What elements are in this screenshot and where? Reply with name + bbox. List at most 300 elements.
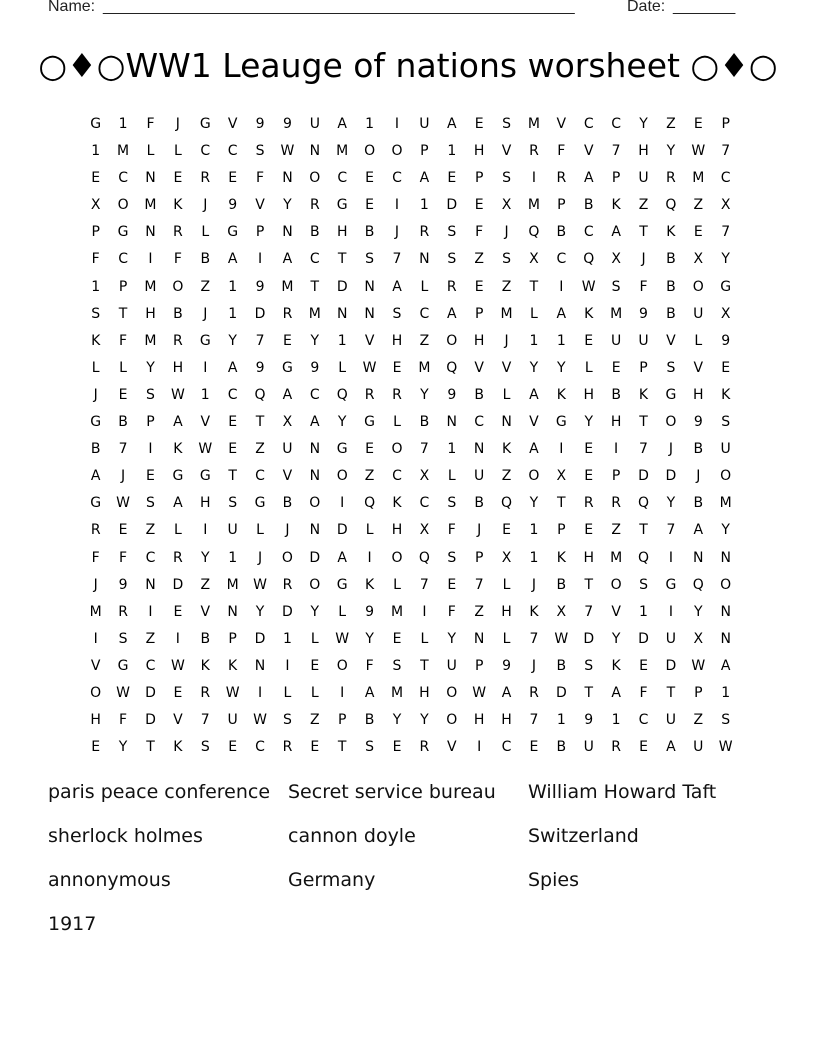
grid-cell[interactable]: N	[309, 143, 321, 160]
grid-cell[interactable]: S	[721, 712, 731, 729]
grid-cell[interactable]: R	[309, 197, 320, 214]
grid-cell[interactable]: K	[638, 386, 649, 403]
grid-cell[interactable]: G	[665, 576, 677, 593]
grid-cell[interactable]: 7	[529, 712, 539, 729]
grid-cell[interactable]: N	[309, 441, 321, 458]
grid-cell[interactable]: J	[203, 305, 208, 322]
grid-cell[interactable]: 1	[447, 441, 457, 458]
grid-cell[interactable]: E	[611, 359, 621, 376]
grid-cell[interactable]: S	[282, 712, 292, 729]
grid-cell[interactable]: G	[336, 197, 348, 214]
grid-cell[interactable]: X	[419, 522, 430, 539]
grid-cell[interactable]: Z	[611, 522, 621, 539]
grid-cell[interactable]: E	[392, 359, 402, 376]
grid-cell[interactable]: I	[559, 278, 564, 295]
grid-cell[interactable]: V	[556, 116, 567, 132]
grid-cell[interactable]: D	[254, 305, 266, 322]
grid-cell[interactable]: H	[583, 549, 594, 566]
grid-cell[interactable]: Y	[639, 116, 648, 132]
grid-cell[interactable]: T	[666, 684, 676, 701]
grid-cell[interactable]: N	[446, 414, 458, 431]
grid-cell[interactable]: O	[528, 468, 540, 485]
grid-cell[interactable]: Z	[501, 278, 512, 295]
grid-cell[interactable]: T	[639, 522, 648, 539]
grid-cell[interactable]: J	[175, 116, 180, 132]
grid-cell[interactable]: 1	[639, 603, 648, 620]
grid-cell[interactable]: B	[200, 630, 211, 647]
grid-cell[interactable]: 1	[91, 143, 101, 160]
grid-cell[interactable]: D	[254, 630, 266, 647]
grid-cell[interactable]: U	[309, 116, 320, 132]
grid-cell[interactable]: T	[337, 251, 347, 268]
grid-cell[interactable]: 9	[721, 332, 731, 349]
grid-cell[interactable]: Y	[255, 603, 265, 620]
grid-cell[interactable]: E	[584, 522, 594, 539]
grid-cell[interactable]: A	[419, 170, 430, 187]
grid-cell[interactable]: F	[119, 549, 128, 566]
grid-cell[interactable]: D	[583, 630, 595, 647]
grid-cell[interactable]: A	[446, 116, 457, 132]
grid-cell[interactable]: M	[692, 170, 705, 187]
grid-cell[interactable]: A	[529, 386, 539, 403]
grid-cell[interactable]: G	[199, 332, 211, 349]
grid-cell[interactable]: H	[391, 522, 403, 539]
grid-cell[interactable]: R	[282, 576, 293, 593]
grid-cell[interactable]: F	[475, 224, 484, 241]
grid-cell[interactable]: M	[610, 549, 623, 566]
grid-cell[interactable]: I	[668, 603, 673, 620]
grid-cell[interactable]: S	[666, 359, 676, 376]
grid-cell[interactable]: M	[390, 603, 404, 620]
grid-cell[interactable]: O	[309, 170, 321, 187]
grid-cell[interactable]: 7	[474, 576, 484, 593]
grid-cell[interactable]: W	[198, 441, 213, 458]
grid-cell[interactable]: D	[665, 468, 677, 485]
grid-cell[interactable]: J	[285, 522, 290, 539]
grid-cell[interactable]: J	[93, 576, 98, 593]
grid-cell[interactable]: Q	[528, 224, 540, 241]
grid-cell[interactable]: O	[446, 712, 458, 729]
grid-cell[interactable]: A	[583, 170, 594, 187]
grid-cell[interactable]: A	[282, 386, 293, 403]
grid-cell[interactable]: M	[144, 278, 157, 295]
grid-cell[interactable]: 7	[721, 143, 731, 160]
grid-cell[interactable]: W	[170, 657, 185, 674]
grid-cell[interactable]: R	[611, 495, 621, 512]
grid-cell[interactable]: I	[148, 441, 153, 458]
grid-cell[interactable]: G	[172, 468, 184, 485]
grid-cell[interactable]: L	[283, 684, 292, 701]
grid-cell[interactable]: 1	[556, 712, 566, 729]
grid-cell[interactable]: H	[473, 143, 485, 160]
grid-cell[interactable]: F	[557, 143, 566, 160]
grid-cell[interactable]: O	[720, 468, 732, 485]
grid-cell[interactable]: D	[555, 684, 567, 701]
grid-cell[interactable]: A	[337, 549, 347, 566]
grid-cell[interactable]: F	[447, 522, 456, 539]
grid-cell[interactable]: C	[309, 251, 320, 268]
grid-cell[interactable]: K	[721, 386, 731, 403]
grid-cell[interactable]: R	[173, 549, 183, 566]
grid-cell[interactable]: U	[474, 468, 485, 485]
grid-cell[interactable]: A	[173, 495, 183, 512]
grid-cell[interactable]: C	[583, 224, 594, 241]
grid-cell[interactable]: E	[584, 332, 594, 349]
grid-cell[interactable]: W	[581, 278, 596, 295]
grid-cell[interactable]: N	[364, 305, 375, 322]
grid-cell[interactable]: L	[447, 468, 456, 485]
grid-cell[interactable]: A	[310, 414, 320, 431]
grid-cell[interactable]: S	[502, 170, 511, 187]
grid-cell[interactable]: T	[255, 414, 265, 431]
grid-cell[interactable]: R	[364, 386, 375, 403]
grid-cell[interactable]: 1	[556, 332, 566, 349]
grid-cell[interactable]: A	[501, 684, 512, 701]
grid-cell[interactable]: V	[227, 116, 238, 132]
grid-cell[interactable]: D	[446, 197, 458, 214]
grid-cell[interactable]: M	[308, 305, 321, 322]
grid-cell[interactable]: U	[665, 630, 677, 647]
grid-cell[interactable]: J	[696, 468, 701, 485]
grid-cell[interactable]: O	[90, 684, 102, 701]
grid-cell[interactable]: 7	[611, 143, 621, 160]
grid-cell[interactable]: Y	[200, 549, 210, 566]
grid-cell[interactable]: R	[392, 386, 402, 403]
grid-cell[interactable]: R	[282, 305, 293, 322]
grid-cell[interactable]: J	[504, 224, 509, 241]
grid-cell[interactable]: I	[367, 549, 372, 566]
grid-cell[interactable]: F	[119, 332, 128, 349]
grid-cell[interactable]: S	[365, 739, 375, 756]
grid-cell[interactable]: N	[720, 630, 731, 647]
grid-cell[interactable]: Z	[200, 576, 211, 593]
grid-cell[interactable]: N	[336, 305, 348, 322]
grid-cell[interactable]: H	[583, 386, 594, 403]
grid-cell[interactable]: R	[529, 143, 539, 160]
grid-cell[interactable]: T	[584, 576, 593, 593]
grid-cell[interactable]: L	[256, 522, 264, 539]
grid-cell[interactable]: M	[89, 603, 102, 620]
grid-cell[interactable]: D	[336, 522, 348, 539]
grid-cell[interactable]: G	[199, 116, 211, 132]
grid-cell[interactable]: E	[91, 739, 101, 756]
grid-cell[interactable]: L	[310, 630, 319, 647]
grid-cell[interactable]: V	[200, 414, 211, 431]
grid-cell[interactable]: E	[447, 576, 457, 593]
grid-cell[interactable]: G	[720, 278, 732, 295]
grid-cell[interactable]: G	[199, 468, 211, 485]
grid-cell[interactable]: W	[718, 739, 733, 756]
grid-cell[interactable]: N	[419, 251, 430, 268]
grid-cell[interactable]: R	[173, 224, 183, 241]
grid-cell[interactable]: K	[611, 657, 621, 674]
grid-cell[interactable]: X	[282, 414, 293, 431]
grid-cell[interactable]: T	[420, 657, 429, 674]
grid-cell[interactable]: N	[309, 468, 321, 485]
grid-cell[interactable]: S	[365, 251, 375, 268]
grid-cell[interactable]: Y	[611, 630, 621, 647]
grid-cell[interactable]: K	[173, 739, 183, 756]
grid-cell[interactable]: K	[91, 332, 101, 349]
grid-cell[interactable]: S	[639, 576, 648, 593]
grid-cell[interactable]: V	[173, 712, 183, 729]
grid-cell[interactable]: F	[447, 603, 456, 620]
grid-cell[interactable]: K	[228, 657, 238, 674]
grid-cell[interactable]: F	[639, 684, 648, 701]
grid-cell[interactable]: P	[721, 116, 730, 132]
grid-cell[interactable]: G	[90, 414, 102, 431]
grid-cell[interactable]: A	[392, 278, 402, 295]
grid-cell[interactable]: I	[422, 603, 427, 620]
grid-cell[interactable]: H	[610, 414, 622, 431]
grid-cell[interactable]: E	[584, 441, 594, 458]
grid-cell[interactable]: B	[611, 386, 621, 403]
grid-cell[interactable]: V	[501, 143, 512, 160]
grid-cell[interactable]: A	[364, 684, 375, 701]
grid-cell[interactable]: B	[200, 251, 211, 268]
grid-cell[interactable]: J	[531, 576, 537, 593]
grid-cell[interactable]: 9	[447, 386, 457, 403]
grid-cell[interactable]: Q	[364, 495, 376, 512]
grid-cell[interactable]: N	[720, 603, 731, 620]
grid-cell[interactable]: 9	[228, 197, 238, 214]
grid-cell[interactable]: R	[118, 603, 128, 620]
grid-cell[interactable]: N	[309, 522, 321, 539]
grid-cell[interactable]: C	[419, 305, 430, 322]
grid-cell[interactable]: K	[200, 657, 210, 674]
grid-cell[interactable]: V	[282, 468, 293, 485]
grid-cell[interactable]: V	[446, 739, 457, 756]
grid-cell[interactable]: Y	[310, 332, 320, 349]
grid-cell[interactable]: N	[473, 441, 485, 458]
grid-cell[interactable]: R	[419, 224, 430, 241]
grid-cell[interactable]: V	[529, 414, 539, 431]
grid-cell[interactable]: Q	[637, 549, 650, 566]
grid-cell[interactable]: V	[364, 332, 375, 349]
grid-cell[interactable]: 7	[255, 332, 265, 349]
grid-cell[interactable]: R	[556, 170, 567, 187]
grid-cell[interactable]: Q	[446, 359, 458, 376]
grid-cell[interactable]: Q	[336, 386, 348, 403]
grid-cell[interactable]: E	[721, 359, 731, 376]
grid-cell[interactable]: I	[148, 251, 153, 268]
grid-cell[interactable]: N	[693, 549, 704, 566]
grid-cell[interactable]: 7	[529, 630, 539, 647]
grid-cell[interactable]: V	[474, 359, 484, 376]
grid-cell[interactable]: A	[611, 684, 621, 701]
grid-cell[interactable]: Z	[474, 251, 484, 268]
grid-cell[interactable]: S	[146, 386, 155, 403]
grid-cell[interactable]: E	[173, 603, 183, 620]
grid-cell[interactable]: R	[666, 170, 676, 187]
grid-cell[interactable]: R	[446, 278, 457, 295]
grid-cell[interactable]: R	[282, 739, 293, 756]
grid-cell[interactable]: Y	[228, 332, 237, 349]
grid-cell[interactable]: 7	[419, 441, 429, 458]
grid-cell[interactable]: P	[474, 305, 484, 322]
grid-cell[interactable]: N	[227, 603, 238, 620]
grid-cell[interactable]: D	[638, 630, 649, 647]
grid-cell[interactable]: A	[282, 251, 293, 268]
grid-cell[interactable]: V	[90, 657, 101, 674]
grid-cell[interactable]: P	[255, 224, 265, 241]
grid-cell[interactable]: 9	[282, 116, 292, 132]
grid-cell[interactable]: U	[446, 657, 457, 674]
grid-cell[interactable]: V	[255, 197, 265, 214]
grid-cell[interactable]: Y	[337, 414, 347, 431]
grid-cell[interactable]: I	[559, 441, 564, 458]
grid-cell[interactable]: E	[474, 278, 484, 295]
grid-cell[interactable]: B	[556, 224, 567, 241]
grid-cell[interactable]: E	[365, 197, 375, 214]
grid-cell[interactable]: K	[365, 576, 375, 593]
grid-cell[interactable]: F	[119, 712, 128, 729]
grid-cell[interactable]: W	[335, 630, 350, 647]
grid-cell[interactable]: J	[121, 468, 126, 485]
grid-cell[interactable]: E	[118, 522, 128, 539]
grid-cell[interactable]: C	[611, 116, 621, 132]
grid-cell[interactable]: G	[555, 414, 567, 431]
grid-cell[interactable]: E	[693, 224, 703, 241]
grid-cell[interactable]: A	[720, 657, 731, 674]
grid-cell[interactable]: K	[666, 224, 676, 241]
grid-cell[interactable]: B	[173, 305, 183, 322]
grid-cell[interactable]: G	[665, 386, 677, 403]
grid-cell[interactable]: W	[472, 684, 487, 701]
grid-cell[interactable]: O	[281, 549, 293, 566]
grid-cell[interactable]: I	[531, 170, 537, 187]
grid-cell[interactable]: Q	[418, 549, 430, 566]
grid-cell[interactable]: O	[391, 441, 403, 458]
grid-cell[interactable]: H	[473, 332, 485, 349]
grid-cell[interactable]: L	[393, 576, 401, 593]
grid-cell[interactable]: Y	[666, 495, 676, 512]
grid-cell[interactable]: F	[365, 657, 374, 674]
grid-cell[interactable]: E	[502, 522, 511, 539]
grid-cell[interactable]: F	[146, 116, 155, 132]
grid-cell[interactable]: H	[473, 712, 485, 729]
grid-cell[interactable]: G	[117, 224, 129, 241]
grid-cell[interactable]: L	[173, 522, 182, 539]
grid-cell[interactable]: T	[529, 278, 539, 295]
grid-cell[interactable]: E	[474, 116, 484, 132]
grid-cell[interactable]: J	[641, 251, 646, 268]
grid-cell[interactable]: E	[173, 684, 183, 701]
grid-cell[interactable]: O	[172, 278, 184, 295]
grid-cell[interactable]: 7	[721, 224, 731, 241]
grid-cell[interactable]: E	[447, 170, 457, 187]
grid-cell[interactable]: C	[227, 386, 238, 403]
grid-cell[interactable]: B	[666, 278, 676, 295]
grid-cell[interactable]: W	[691, 143, 706, 160]
date-field[interactable]: _______	[673, 0, 736, 15]
grid-cell[interactable]: J	[504, 332, 509, 349]
grid-cell[interactable]: S	[392, 305, 402, 322]
grid-cell[interactable]: 1	[228, 549, 238, 566]
grid-cell[interactable]: 1	[447, 143, 457, 160]
grid-cell[interactable]: F	[173, 251, 182, 268]
grid-cell[interactable]: C	[255, 739, 265, 756]
grid-cell[interactable]: E	[639, 739, 648, 756]
grid-cell[interactable]: I	[614, 441, 619, 458]
grid-cell[interactable]: C	[419, 495, 430, 512]
grid-cell[interactable]: Z	[666, 116, 676, 132]
grid-cell[interactable]: C	[255, 468, 265, 485]
grid-cell[interactable]: E	[392, 630, 402, 647]
grid-cell[interactable]: L	[119, 359, 127, 376]
grid-cell[interactable]: S	[502, 116, 511, 132]
grid-cell[interactable]: N	[720, 549, 731, 566]
grid-cell[interactable]: I	[394, 116, 400, 132]
grid-cell[interactable]: Y	[721, 251, 730, 268]
grid-cell[interactable]: E	[283, 332, 292, 349]
grid-cell[interactable]: U	[638, 332, 649, 349]
grid-cell[interactable]: M	[144, 197, 157, 214]
grid-cell[interactable]: V	[611, 603, 621, 620]
grid-cell[interactable]: O	[720, 576, 732, 593]
grid-cell[interactable]: I	[175, 630, 180, 647]
grid-cell[interactable]: Q	[583, 251, 595, 268]
grid-cell[interactable]: 1	[337, 332, 347, 349]
grid-cell[interactable]: S	[502, 251, 511, 268]
grid-cell[interactable]: B	[364, 712, 375, 729]
grid-cell[interactable]: 9	[310, 359, 320, 376]
grid-cell[interactable]: Q	[501, 495, 513, 512]
grid-cell[interactable]: O	[309, 576, 321, 593]
grid-cell[interactable]: X	[529, 251, 539, 268]
grid-cell[interactable]: M	[500, 305, 513, 322]
grid-cell[interactable]: Y	[529, 359, 539, 376]
grid-cell[interactable]: V	[666, 332, 676, 349]
grid-cell[interactable]: X	[720, 197, 731, 214]
grid-cell[interactable]: E	[365, 170, 375, 187]
grid-cell[interactable]: A	[90, 468, 101, 485]
grid-cell[interactable]: J	[394, 224, 400, 241]
grid-cell[interactable]: X	[90, 197, 101, 214]
grid-cell[interactable]: O	[610, 576, 622, 593]
grid-cell[interactable]: K	[611, 197, 621, 214]
grid-cell[interactable]: S	[447, 224, 457, 241]
grid-cell[interactable]: J	[531, 657, 537, 674]
grid-cell[interactable]: I	[93, 630, 98, 647]
grid-cell[interactable]: A	[446, 305, 457, 322]
grid-cell[interactable]: 1	[529, 549, 539, 566]
grid-cell[interactable]: T	[337, 739, 347, 756]
grid-cell[interactable]: V	[501, 359, 512, 376]
grid-cell[interactable]: V	[583, 143, 594, 160]
grid-cell[interactable]: M	[281, 278, 294, 295]
grid-cell[interactable]: T	[228, 468, 237, 485]
grid-cell[interactable]: P	[639, 359, 648, 376]
grid-cell[interactable]: E	[474, 197, 484, 214]
grid-cell[interactable]: Z	[638, 197, 649, 214]
grid-cell[interactable]: D	[665, 657, 677, 674]
grid-cell[interactable]: I	[340, 684, 345, 701]
grid-cell[interactable]: P	[228, 630, 237, 647]
grid-cell[interactable]: A	[227, 251, 238, 268]
grid-cell[interactable]: 9	[255, 359, 265, 376]
grid-cell[interactable]: 1	[282, 630, 292, 647]
grid-cell[interactable]: Z	[200, 278, 211, 295]
grid-cell[interactable]: L	[530, 305, 538, 322]
grid-cell[interactable]: R	[90, 522, 101, 539]
grid-cell[interactable]: D	[172, 576, 184, 593]
grid-cell[interactable]: A	[227, 359, 238, 376]
grid-cell[interactable]: Y	[420, 712, 429, 729]
grid-cell[interactable]: L	[365, 522, 374, 539]
grid-cell[interactable]: W	[554, 630, 569, 647]
grid-cell[interactable]: B	[583, 197, 594, 214]
